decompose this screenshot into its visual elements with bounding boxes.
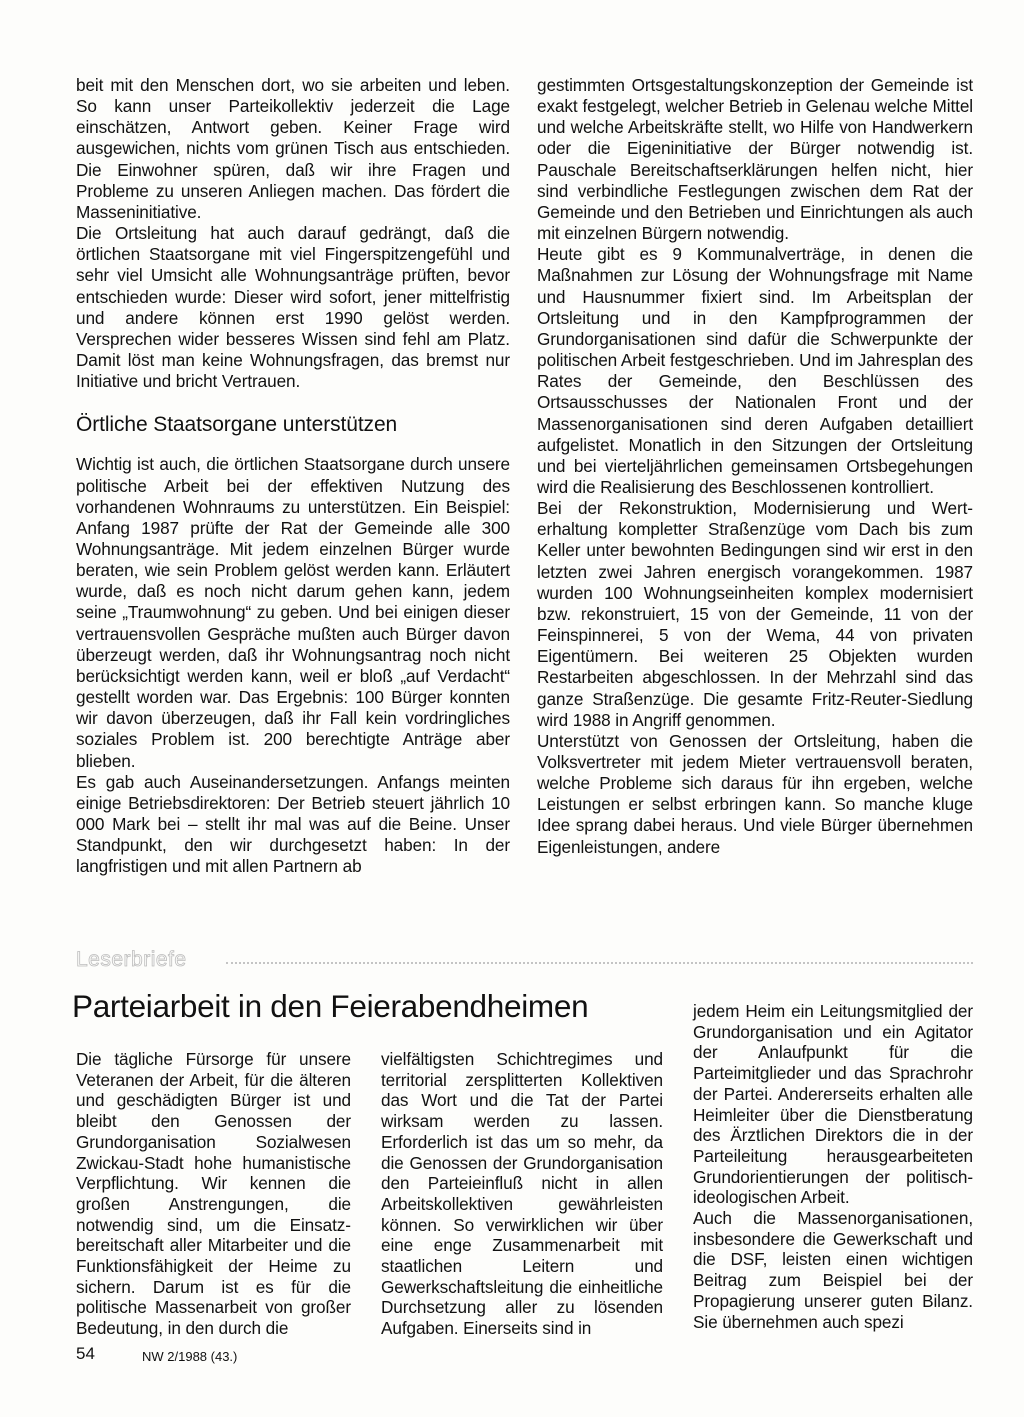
article-column-1 bbox=[76, 75, 510, 877]
paragraph: Unterstützt von Genossen der Ortsleitung, haben die Volksvertreter mit jedem Mieter vertrauensvoll beraten, welche Probleme sich daraus für ihn ergeben, welche Leistungen er selbst erbringen kann. So manche kluge Idee sprang dabei heraus. Und viele Bürger übernehmen Eigenleistungen, andere bbox=[537, 730, 973, 857]
paragraph: Die Ortsleitung hat auch darauf gedrängt, daß die örtlichen Staatsorgane mit viel Fingerspitzengefühl und sehr viel Umsicht alle Wohnungsanträge prüften, bevor entschieden wurde: Dieser wird sofort, jener mittelfristig und andere können erst 1990 gelöst werden. Versprechen wider besseres Wissen sind fehl am Platz. Damit löst man keine Wohnungsfragen, das bremst nur Initiative und bricht Vertrauen. bbox=[76, 223, 510, 392]
dotted-rule bbox=[226, 962, 973, 964]
article-headline: Parteiarbeit in den Feierabendheimen bbox=[72, 988, 589, 1024]
paragraph: Die tägliche Fürsorge für unsere Veteranen der Arbeit, für die älteren und geschädigten Bürger ist und bleibt den Genossen der Grundorganisation Sozialwesen Zwickau-Stadt hohe humanistische Verpflichtung. Wir kennen die großen Anstrengungen, die notwendig sind, um die Einsatzbereitschaft aller Mitarbeiter und die Funktionsfähigkeit der Heime zu sichern. Darum ist es für die politische Massenarbeit von großer Bedeutung, in den durch die bbox=[76, 1049, 351, 1339]
paragraph: Bei der Rekonstruktion, Modernisierung und Werterhaltung kompletter Straßenzüge vom Dach bis zum Keller unter bewohnten Bedingungen sind wir erst in den letzten zwei Jahren energisch vorangekommen. 1987 wurden 100 Wohnungseinheiten komplex modernisiert bzw. rekonstruiert, 15 von der Gemeinde, 11 von der Feinspinnerei, 5 von der Wema, 44 von privaten Eigentümern. Bei weiteren 25 Objekten wurden Restarbeiten abgeschlossen. In der Mehrzahl sind das ganze Straßenzüge. Die gesamte Fritz-Reuter-Siedlung wird 1988 in Angriff genommen. bbox=[537, 498, 973, 730]
paragraph: Heute gibt es 9 Kommunalverträge, in denen die Maßnahmen zur Lösung der Wohnungsfrage mit Name und Hausnummer fixiert sind. Im Arbeitsplan der Ortsleitung und in den Kampfprogrammen der Grundorganisationen sind dafür die Schwerpunkte der politischen Arbeit festgeschrieben. Und im Jahresplan des Rates der Gemeinde, den Beschlüssen des Ortsausschusses der Nationalen Front und der Massenorganisationen sind deren Aufgaben detailliert aufgelistet. Monatlich in den Sitzungen der Ortsleitung und bei vierteljährlichen gemeinsamen Ortsbegehungen wird die Realisierung des Beschlossenen kontrolliert. bbox=[537, 244, 973, 497]
paragraph: Auch die Massenorganisationen, insbesondere die Gewerkschaft und die DSF, leisten einen wichtigen Beitrag zum Beispiel bei der Propagierung unserer guten Bilanz. Sie übernehmen auch spezi bbox=[693, 1208, 973, 1332]
paragraph: gestimmten Ortsgestaltungskonzeption der Gemeinde ist exakt festgelegt, welcher Betrieb in Gelenau welche Mittel und welche Arbeitskräfte stellt, wo Hilfe von Handwerkern oder die Eigeninitiative der Bürger notwendig ist. Pauschale Bereitschaftserklärungen helfen nicht, hier sind verbindliche Festlegungen zwischen dem Rat der Gemeinde und den Betrieben und Einrichtungen als auch mit einzelnen Bürgern notwendig. bbox=[537, 75, 973, 244]
paragraph: vielfältigsten Schichtregimes und territorial zersplitterten Kollektiven das Wort und die Tat der Partei wirksam werden zu lassen. Erforderlich ist das um so mehr, da die Genossen der Grundorganisation den Parteieinfluß nicht in allen Arbeitskollektiven gewährleisten können. So verwirklichen wir über eine enge Zusammenarbeit mit staatlichen Leitern und Gewerkschaftsleitung die einheitliche Durchsetzung aller zu lösenden Aufgaben. Einerseits sind in bbox=[381, 1049, 663, 1339]
issue-label: NW 2/1988 (43.) bbox=[142, 1349, 238, 1364]
paragraph: beit mit den Menschen dort, wo sie arbeiten und leben. So kann unser Parteikollektiv jederzeit die Lage einschätzen, Antwort geben. Keiner Frage wird ausgewichen, nichts vom grünen Tisch aus entschieden. Die Einwohner spüren, daß wir ihre Fragen und Probleme zu unseren Anliegen machen. Das fördert die Masseninitiative. bbox=[76, 75, 510, 222]
letter-column-2 bbox=[381, 1049, 663, 1339]
section-label: Leserbriefe bbox=[76, 948, 187, 971]
paragraph: Es gab auch Auseinandersetzungen. Anfangs meinten einige Betriebsdirektoren: Der Betrieb steuert jährlich 10 000 Mark bei – stellt ihr mal was auf die Beine. Unser Standpunkt, den wir durchgesetzt haben: In der langfristigen und mit allen Partnern ab bbox=[76, 771, 510, 877]
paragraph: jedem Heim ein Leitungsmitglied der Grundorganisation und ein Agitator der Anlaufpunkt für die Parteimitglieder und das Sprachrohr der Partei. Andererseits erhalten alle Heimleiter über die Dienstberatung des Ärztlichen Direktors die in der Parteileitung herausgearbeiteten Grundorientierungen der politisch-ideologischen Arbeit. bbox=[693, 1001, 973, 1208]
letter-column-3 bbox=[693, 1001, 973, 1332]
letter-column-1 bbox=[76, 1049, 351, 1339]
article-column-2 bbox=[537, 75, 973, 858]
page-number: 54 bbox=[76, 1344, 95, 1363]
section-divider bbox=[76, 948, 973, 972]
paragraph: Wichtig ist auch, die örtlichen Staatsorgane durch unsere politische Arbeit bei der effektiven Nutzung des vorhandenen Wohnraums zu unterstützen. Ein Beispiel: Anfang 1987 prüfte der Rat der Gemeinde alle 300 Wohnungsanträge. Mit jedem einzelnen Bürger wurde beraten, wie sein Problem gelöst werden kann. Erläutert wurde, daß es noch nicht darum gehen kann, jedem seine „Traumwohnung“ zu geben. Und bei einigen dieser vertrauensvollen Gespräche mußten auch Bürger davon überzeugt werden, daß ihr Wohnungsantrag noch nicht berücksichtigt werden kann, weil er bloß „auf Verdacht“ gestellt worden war. Das Ergebnis: 100 Bürger konnten wir davon überzeugen, daß ihr Fall kein vordringliches soziales Problem ist. 200 berechtigte Anträge aber blieben. bbox=[76, 454, 510, 771]
subheading: Örtliche Staatsorgane unterstützen bbox=[76, 413, 398, 437]
